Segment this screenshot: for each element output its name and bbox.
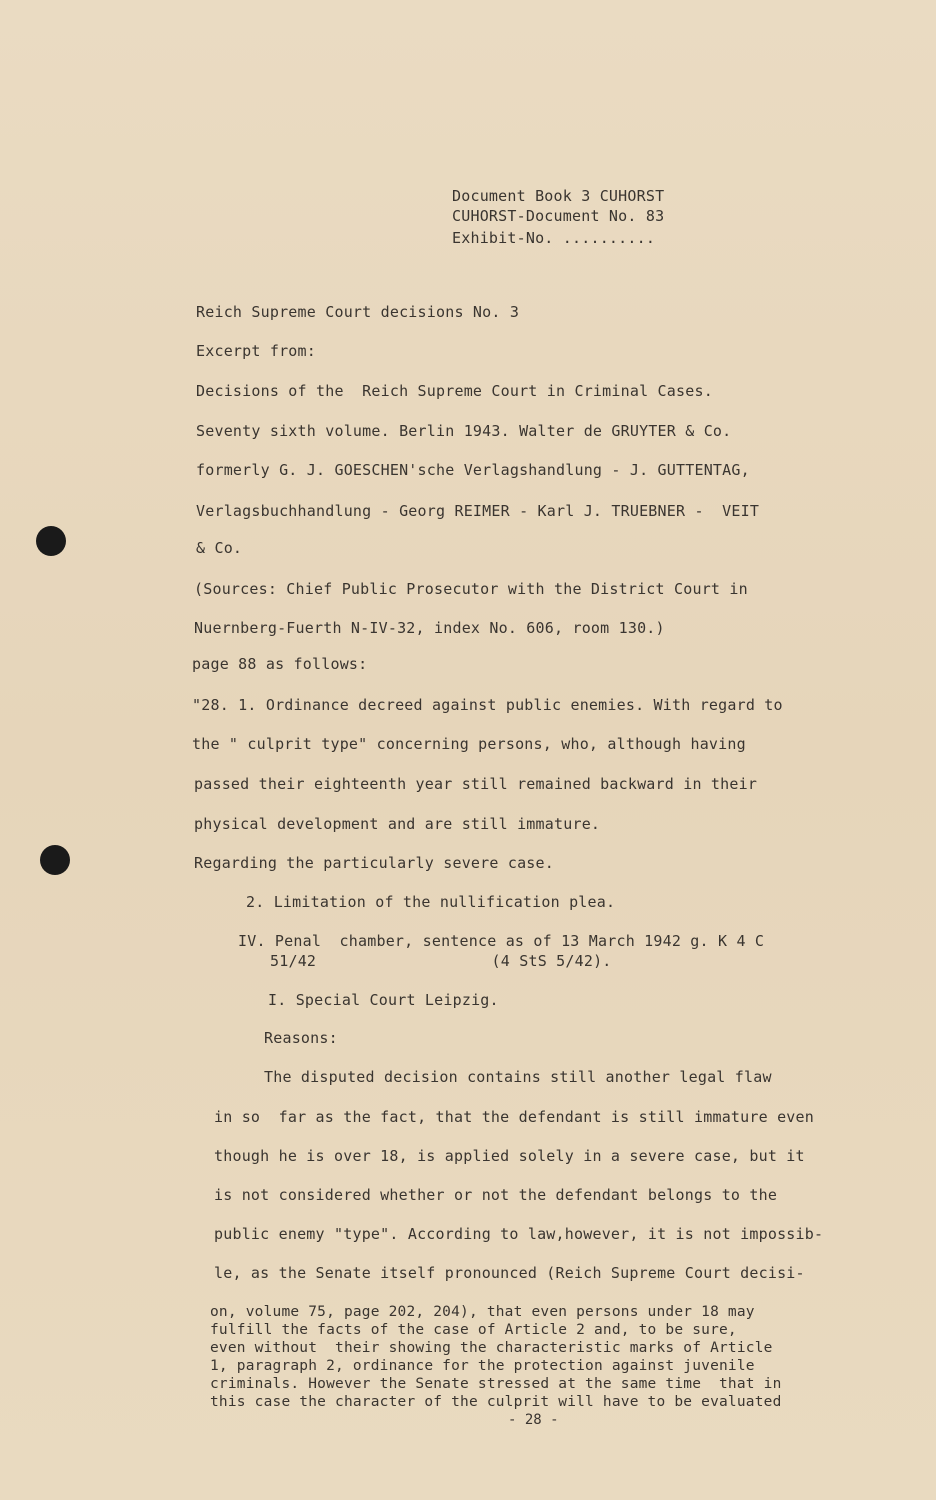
body-line: fulfill the facts of the case of Article 2 and, to be sure, xyxy=(210,1322,737,1338)
body-line: 2. Limitation of the nullification plea. xyxy=(246,893,616,911)
body-line: Regarding the particularly severe case. xyxy=(194,854,554,872)
body-line: Reich Supreme Court decisions No. 3 xyxy=(196,303,520,321)
body-line: though he is over 18, is applied solely in a severe case, but it xyxy=(214,1147,805,1165)
body-line: Decisions of the Reich Supreme Court in Criminal Cases. xyxy=(196,382,713,400)
body-line: the " culprit type" concerning persons, who, although having xyxy=(192,735,746,753)
body-line: public enemy "type". According to law,however, it is not impossib- xyxy=(214,1225,824,1243)
body-line: Nuernberg-Fuerth N-IV-32, index No. 606, room 130.) xyxy=(194,619,665,637)
body-line: is not considered whether or not the defendant belongs to the xyxy=(214,1186,778,1204)
body-line: (Sources: Chief Public Prosecutor with the District Court in xyxy=(194,580,748,598)
body-line: I. Special Court Leipzig. xyxy=(268,991,499,1009)
header-book: Document Book 3 CUHORST xyxy=(452,187,665,205)
body-line: Seventy sixth volume. Berlin 1943. Walter de GRUYTER & Co. xyxy=(196,422,732,440)
body-line: le, as the Senate itself pronounced (Reich Supreme Court decisi- xyxy=(214,1264,805,1282)
header-document-no: CUHORST-Document No. 83 xyxy=(452,207,665,225)
body-line: in so far as the fact, that the defendant is still immature even xyxy=(214,1108,814,1126)
body-line: Excerpt from: xyxy=(196,342,316,360)
body-line: "28. 1. Ordinance decreed against public enemies. With regard to xyxy=(192,696,783,714)
punch-hole-bottom xyxy=(40,845,70,875)
body-line: IV. Penal chamber, sentence as of 13 March 1942 g. K 4 C xyxy=(238,932,765,950)
body-line: criminals. However the Senate stressed at the same time that in xyxy=(210,1376,782,1392)
body-line: on, volume 75, page 202, 204), that even persons under 18 may xyxy=(210,1304,755,1320)
body-line: this case the character of the culprit will have to be evaluated xyxy=(210,1394,782,1410)
body-line: The disputed decision contains still another legal flaw xyxy=(264,1068,772,1086)
body-line: formerly G. J. GOESCHEN'sche Verlagshandlung - J. GUTTENTAG, xyxy=(196,461,750,479)
body-line: Reasons: xyxy=(264,1029,338,1047)
body-line: passed their eighteenth year still remained backward in their xyxy=(194,775,758,793)
body-line: physical development and are still immature. xyxy=(194,815,601,833)
page-number: - 28 - xyxy=(508,1412,559,1428)
body-line: even without their showing the characteristic marks of Article xyxy=(210,1340,773,1356)
body-line: & Co. xyxy=(196,539,243,557)
header-exhibit: Exhibit-No. .......... xyxy=(452,229,656,247)
body-line: 1, paragraph 2, ordinance for the protection against juvenile xyxy=(210,1358,755,1374)
body-line: 51/42 (4 StS 5/42). xyxy=(270,952,612,970)
body-line: Verlagsbuchhandlung - Georg REIMER - Karl J. TRUEBNER - VEIT xyxy=(196,502,760,520)
body-line: page 88 as follows: xyxy=(192,655,368,673)
punch-hole-top xyxy=(36,526,66,556)
